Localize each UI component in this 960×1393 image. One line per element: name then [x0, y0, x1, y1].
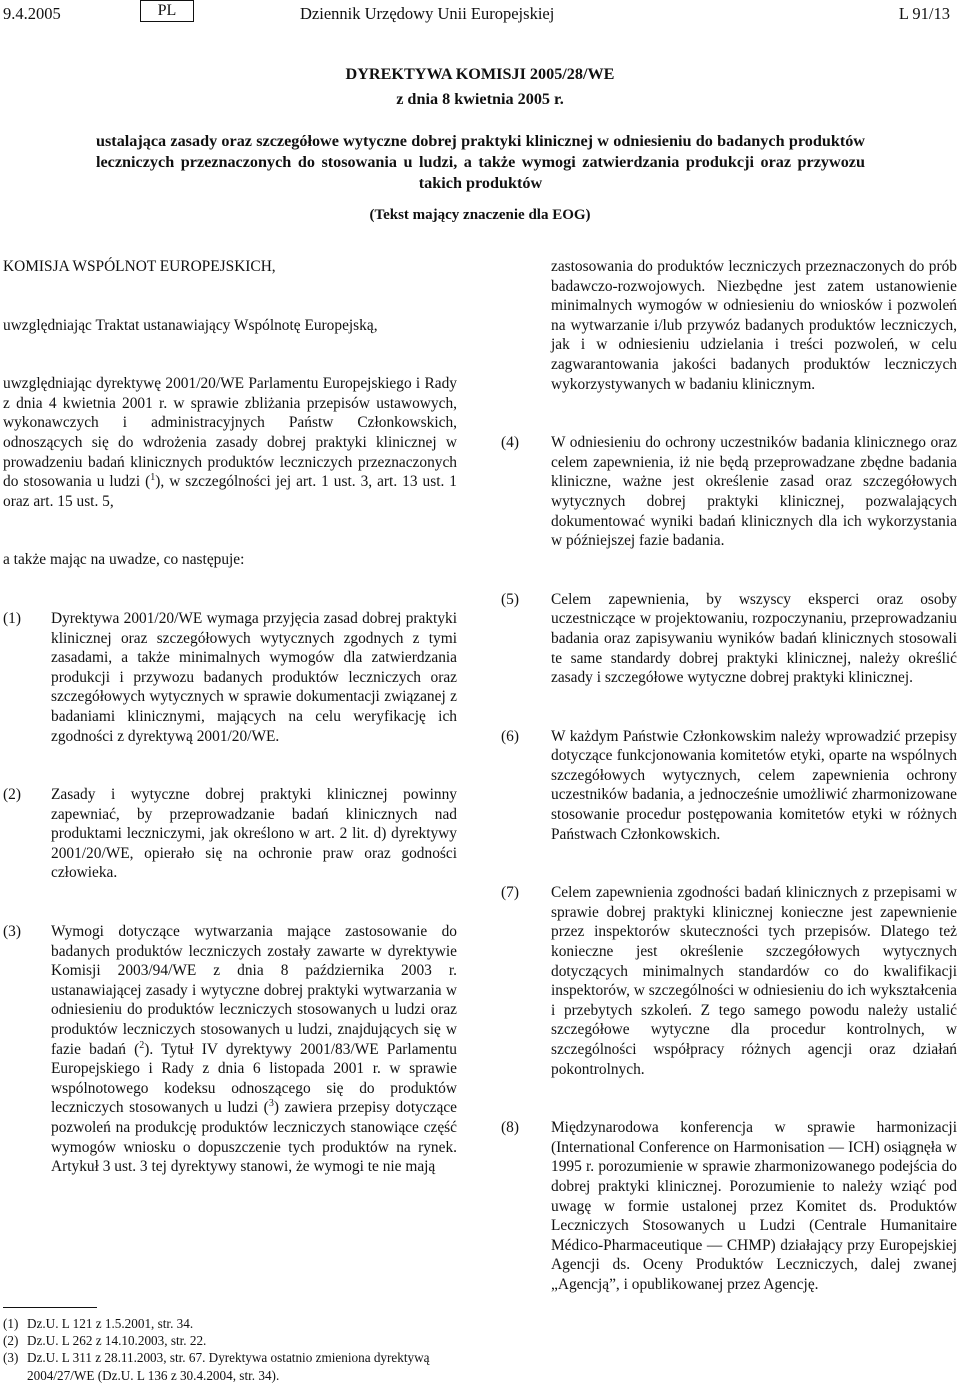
footnote-divider [3, 1307, 97, 1308]
footnote-number: (3) [3, 1350, 19, 1366]
treaty-citation: uwzględniając Traktat ustanawiający Wspólnotę Europejską, [3, 316, 378, 334]
recital-8 [501, 1118, 957, 1294]
recital-number: (3) [3, 923, 21, 941]
recital-3-text-a: Wymogi dotyczące wytwarzania mające zastosowanie do badanych produktów leczniczych zostały zawarte w dyrektywie Komisji 2003/94/WE z dnia 8 października 2003 r. ustanawiającej zasady i wytyczne dobrej praktyki wytwarzania w odniesieniu do produktów leczniczych stosowanych u ludzi oraz produktów leczniczych stosowanych u ludzi, znajdujących się w fazie badań ( [51, 923, 457, 1058]
recital-text: W odniesieniu do ochrony uczestników badania klinicznego oraz celem zapewnienia, iż nie będą przeprowadzane zbędne badania kliniczne, ważne jest określenie zasad oraz szczegółowych wytycznych dobrej praktyki klinicznej, pozwalających dokumentować wyniki badań klinicznych dla ich wykorzystania w późniejszej fazie badania. [551, 434, 957, 550]
recital-text: Dyrektywa 2001/20/WE wymaga przyjęcia zasad dobrej praktyki klinicznej oraz szczegółowych wytycznych zgodnych z tymi zasadami, a także minimalnych wymogów dla zatwierdzania produkcji i przywozu badanych produktów leczniczych oraz szczegółowych wytycznych w sprawie dokumentacji związanej z badaniami klinicznymi, mających na celu weryfikację ich zgodności z dyrektywą 2001/20/WE. [51, 609, 457, 745]
recital-2 [3, 785, 457, 883]
footnote-1 [3, 1315, 457, 1332]
header-date: 9.4.2005 [3, 4, 61, 23]
footnote-ref: 1 [150, 472, 156, 484]
footnote-text: Dz.U. L 121 z 1.5.2001, str. 34. [27, 1316, 194, 1331]
footnote-number: (1) [3, 1316, 19, 1331]
directive-citation [3, 374, 457, 511]
directive-date: z dnia 8 kwietnia 2005 r. [396, 90, 564, 108]
left-column [3, 257, 457, 1177]
footnote-text: Dz.U. L 311 z 28.11.2003, str. 67. Dyrektywa ostatnio zmieniona dyrektywą 2004/27/WE (Dz.U. L 136 z 30.4.2004, str. 34). [27, 1350, 430, 1383]
page-header [0, 0, 960, 30]
recital-text [51, 922, 457, 1177]
recital-text: Celem zapewnienia zgodności badań klinicznych z przepisami w sprawie dobrej praktyki klinicznej konieczne jest zapewnienie przez inspektorów skuteczności tych przepisów. Dlatego też konieczne jest określenie szczegółowych wytycznych dotyczących minimalnych standardów co do kwalifikacji inspektorów, w szczególności w odniesieniu do ich wykształcenia i przebytych szkoleń. Z tego samego powodu należy ustalić szczegółowe wytyczne dla procedur kontrolnych, w szczególności współpracy różnych agencji oraz działań pokontrolnych. [551, 884, 957, 1078]
footnote-3 [3, 1349, 457, 1383]
considering-intro: a także mając na uwadze, co następuje: [3, 551, 245, 569]
directive-number: DYREKTYWA KOMISJI 2005/28/WE [345, 65, 615, 83]
recital-5 [501, 590, 957, 688]
recital-4 [501, 433, 957, 551]
recital-1 [3, 609, 457, 746]
recital-number: (5) [501, 590, 519, 608]
right-column [501, 257, 957, 1295]
language-badge: PL [140, 0, 194, 22]
footnotes [3, 1315, 457, 1384]
footnote-ref: 2 [139, 1039, 145, 1051]
recital-3 [3, 922, 457, 1177]
recital-text: zastosowania do produktów leczniczych przeznaczonych do prób badawczo-rozwojowych. Niezbędne jest zatem ustanowienie minimalnych wymogów w odniesieniu do wniosków i pozwoleń na wytwarzanie i/lub przywóz badanych produktów leczniczych, jak i w odniesieniu udzielania i treści pozwoleń, w celu zagwarantowania jakości badanych produktów leczniczych wykorzystywanych w badaniu klinicznym. [551, 258, 957, 393]
recital-number: (1) [3, 609, 21, 627]
document-title [70, 64, 890, 109]
commission-heading: KOMISJA WSPÓLNOT EUROPEJSKICH, [3, 258, 276, 275]
footnote-ref: 3 [268, 1098, 274, 1110]
recital-7 [501, 883, 957, 1079]
footnote-text: Dz.U. L 262 z 14.10.2003, str. 22. [27, 1333, 207, 1349]
recital-text: Zasady i wytyczne dobrej praktyki klinicznej powinny zapewniać, by przeprowadzanie badań klinicznych nad produktami leczniczymi, jak określono w art. 2 lit. d) dyrektywy 2001/20/WE, opierało się na ochronie praw oraz godności człowieka. [51, 786, 457, 882]
recital-number: (6) [501, 727, 519, 745]
directive-citation-text-end: ), w szczególności jej art. 1 ust. 3, art. 13 ust. 1 oraz art. 15 ust. 5, [3, 473, 457, 510]
recital-number: (8) [501, 1119, 519, 1137]
eea-relevance-note: (Tekst mający znaczenie dla EOG) [369, 207, 591, 223]
recital-3-text-c: ) zawiera przepisy dotyczące pozwoleń na produkcję produktów leczniczych stanowiące część wymogów wniosku o dopuszczenie tych produktów na rynek. Artykuł 3 ust. 3 tej dyrektywy stanowi, że wymogi te nie mają [51, 1099, 457, 1176]
recital-3-text-b: ). Tytuł IV dyrektywy 2001/83/WE Parlamentu Europejskiego i Rady z dnia 6 listopada 2001 r. w sprawie wspólnotowego kodeksu odnoszącego się do produktów leczniczych stosowanych u ludzi ( [51, 1040, 457, 1117]
recital-text: W każdym Państwie Członkowskim należy wprowadzić przepisy dotyczące funkcjonowania komitetów etyki, oparte na wspólnych szczegółowych wytycznych, celem zapewnienia ochrony uczestników badania, a jednocześnie umożliwić zharmonizowane stosowanie procedur postępowania komitetów etyki w różnych Państwach Członkowskich. [551, 727, 957, 843]
journal-title: Dziennik Urzędowy Unii Europejskiej [300, 4, 555, 23]
directive-citation-text: uwzględniając dyrektywę 2001/20/WE Parlamentu Europejskiego i Rady z dnia 4 kwietnia 2001 r. w sprawie zbliżania przepisów ustawowych, wykonawczych i administracyjnych Państw Członkowskich, odnoszących się do wdrożenia zasady dobrej praktyki klinicznej w prowadzeniu badań klinicznych produktów leczniczych przeznaczonych do stosowania u ludzi ( [3, 375, 457, 491]
footnote-2 [3, 1332, 457, 1349]
recital-text: Międzynarodowa konferencja w sprawie harmonizacji (International Conference on Harmonisation — ICH) osiągnęła w 1995 r. porozumienie w sprawie zharmonizowanego podejścia do dobrej praktyki klinicznej. Porozumienie to należy wziąć pod uwagę w formie ustalonej przez Komitet ds. Produktów Leczniczych Stosowanych u Ludzi (Centrale Humanitaire Médico-Pharmaceutique — CHMP) działający przy Europejskiej Agencji ds. Oceny Produktów Leczniczych, dalej zwanej „Agencją”, i opublikowanej przez Agencję. [551, 1119, 957, 1293]
directive-subject: ustalająca zasady oraz szczegółowe wytyczne dobrej praktyki klinicznej w odniesieniu do badanych produktów leczniczych przeznaczonych do stosowania u ludzi, a także wymogi zatwierdzania produkcji oraz przywozu takich produktów [96, 132, 865, 192]
footnote-number: (2) [3, 1333, 19, 1349]
recital-number: (4) [501, 434, 519, 452]
page-reference: L 91/13 [898, 4, 950, 23]
recital-3-continued [501, 257, 957, 394]
recital-text: Celem zapewnienia, by wszyscy eksperci oraz osoby uczestniczące w projektowaniu, rozpoczynaniu, przeprowadzaniu badania oraz zapisywaniu wyników badań klinicznych stosowali te same standardy dobrej praktyki klinicznej, należy określić zasady i szczegółowe wytyczne dobrej praktyki klinicznej. [551, 590, 957, 687]
recital-number: (7) [501, 884, 519, 902]
recital-number: (2) [3, 786, 21, 804]
recital-6 [501, 727, 957, 845]
